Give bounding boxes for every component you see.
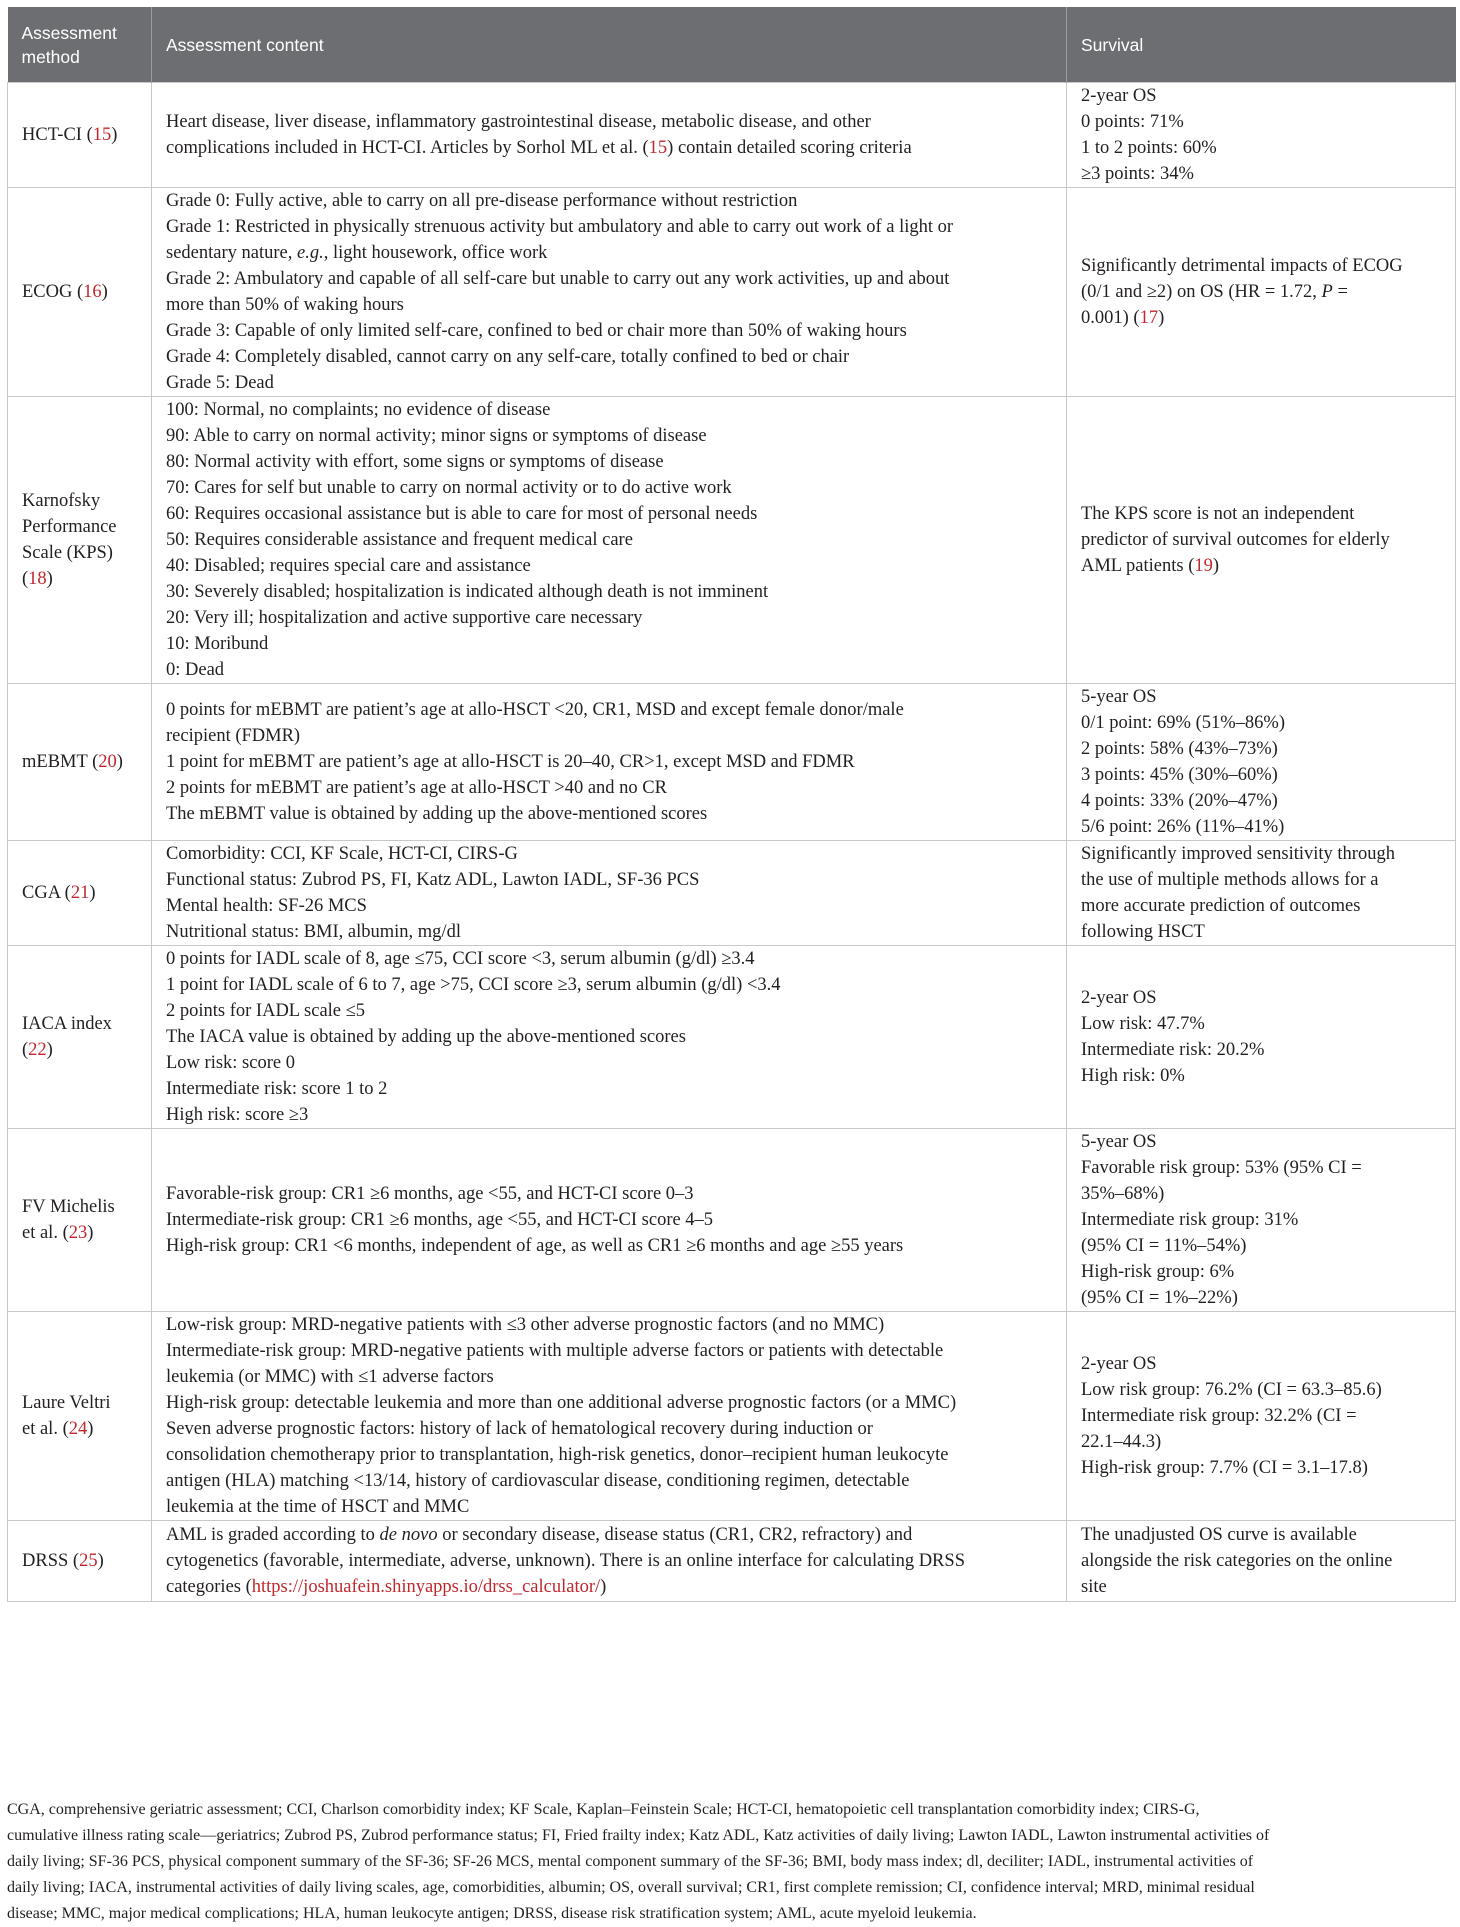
- method-line: et al. (24): [22, 1419, 94, 1439]
- survival-line: AML patients (19): [1081, 556, 1220, 576]
- survival-line: 0 points: 71%: [1081, 112, 1184, 132]
- content-line: High risk: score ≥3: [166, 1105, 309, 1125]
- survival-line: Intermediate risk group: 32.2% (CI =: [1081, 1406, 1357, 1426]
- survival-line: site: [1081, 1577, 1107, 1597]
- survival-line: High-risk group: 7.7% (CI = 3.1–17.8): [1081, 1458, 1368, 1478]
- content-line: 80: Normal activity with effort, some signs or symptoms of disease: [166, 452, 664, 472]
- content-line: The IACA value is obtained by adding up the above-mentioned scores: [166, 1027, 686, 1047]
- content-line: consolidation chemotherapy prior to transplantation, high-risk genetics, donor–recipient human leukocyte: [166, 1445, 949, 1465]
- content-line: Grade 2: Ambulatory and capable of all self-care but unable to carry out any work activities, up and about: [166, 269, 950, 289]
- survival-line: more accurate prediction of outcomes: [1081, 896, 1361, 916]
- table-row: [8, 188, 1456, 397]
- survival-line: Significantly improved sensitivity through: [1081, 844, 1395, 864]
- header-assessment-method: [8, 7, 152, 83]
- table-row: [8, 1312, 1456, 1521]
- survival-line: 1 to 2 points: 60%: [1081, 138, 1217, 158]
- content-line: Heart disease, liver disease, inflammatory gastrointestinal disease, metabolic disease, and other: [166, 112, 871, 132]
- content-line: Grade 3: Capable of only limited self-care, confined to bed or chair more than 50% of waking hours: [166, 321, 907, 341]
- content-line: Functional status: Zubrod PS, FI, Katz ADL, Lawton IADL, SF-36 PCS: [166, 870, 700, 890]
- content-line: 20: Very ill; hospitalization and active supportive care necessary: [166, 608, 643, 628]
- reference-link: 22: [28, 1040, 47, 1060]
- reference-link: 15: [648, 138, 668, 158]
- method-line: Performance: [22, 517, 117, 537]
- content-line: Mental health: SF-26 MCS: [166, 896, 367, 916]
- survival-cell: [1067, 841, 1456, 946]
- assessment-content-cell: [152, 83, 1067, 188]
- survival-line: 35%–68%): [1081, 1184, 1165, 1204]
- survival-line: Intermediate risk: 20.2%: [1081, 1040, 1265, 1060]
- content-line: The mEBMT value is obtained by adding up the above-mentioned scores: [166, 804, 708, 824]
- survival-line: following HSCT: [1081, 922, 1205, 942]
- content-line: leukemia (or MMC) with ≤1 adverse factors: [166, 1367, 494, 1387]
- survival-line: Intermediate risk group: 31%: [1081, 1210, 1299, 1230]
- content-line: 40: Disabled; requires special care and assistance: [166, 556, 531, 576]
- survival-line: Low risk: 47.7%: [1081, 1014, 1205, 1034]
- assessment-table: [7, 7, 1456, 1602]
- survival-cell: [1067, 946, 1456, 1129]
- content-line: 1 point for mEBMT are patient’s age at allo-HSCT is 20–40, CR>1, except MSD and FDMR: [166, 752, 855, 772]
- assessment-method-cell: [8, 1521, 152, 1602]
- assessment-method-cell: [8, 684, 152, 841]
- content-line: Intermediate-risk group: CR1 ≥6 months, age <55, and HCT-CI score 4–5: [166, 1210, 714, 1230]
- table-row: [8, 684, 1456, 841]
- survival-line: 2-year OS: [1081, 1354, 1157, 1374]
- survival-line: ≥3 points: 34%: [1081, 164, 1194, 184]
- italic-text: P: [1321, 282, 1333, 302]
- survival-line: 0/1 point: 69% (51%–86%): [1081, 713, 1285, 733]
- content-line: Grade 5: Dead: [166, 373, 274, 393]
- survival-line: (95% CI = 11%–54%): [1081, 1236, 1247, 1256]
- survival-line: 2 points: 58% (43%–73%): [1081, 739, 1278, 759]
- survival-line: (95% CI = 1%–22%): [1081, 1288, 1238, 1308]
- italic-text: e.g.: [296, 243, 324, 263]
- survival-cell: [1067, 83, 1456, 188]
- content-line: 0 points for IADL scale of 8, age ≤75, CCI score <3, serum albumin (g/dl) ≥3.4: [166, 949, 755, 969]
- table-row: [8, 1521, 1456, 1602]
- content-line: complications included in HCT-CI. Articles by Sorhol ML et al. (15) contain detailed scoring criteria: [166, 138, 912, 158]
- survival-line: Favorable risk group: 53% (95% CI =: [1081, 1158, 1362, 1178]
- content-line: 50: Requires considerable assistance and frequent medical care: [166, 530, 633, 550]
- assessment-content-cell: [152, 684, 1067, 841]
- survival-line: 5-year OS: [1081, 1132, 1157, 1152]
- assessment-content-cell: [152, 946, 1067, 1129]
- content-line: more than 50% of waking hours: [166, 295, 404, 315]
- survival-line: 5-year OS: [1081, 687, 1157, 707]
- survival-line: The unadjusted OS curve is available: [1081, 1525, 1357, 1545]
- reference-link: 15: [92, 125, 112, 145]
- assessment-method-cell: [8, 188, 152, 397]
- content-line: Nutritional status: BMI, albumin, mg/dl: [166, 922, 461, 942]
- content-line: 1 point for IADL scale of 6 to 7, age >75, CCI score ≥3, serum albumin (g/dl) <3.4: [166, 975, 781, 995]
- survival-line: 22.1–44.3): [1081, 1432, 1162, 1452]
- content-line: Low risk: score 0: [166, 1053, 295, 1073]
- content-line: AML is graded according to de novo or secondary disease, disease status (CR1, CR2, refractory) and: [166, 1525, 913, 1545]
- method-line: HCT-CI (15): [22, 125, 118, 145]
- content-line: 60: Requires occasional assistance but is able to care for most of personal needs: [166, 504, 758, 524]
- content-line: 30: Severely disabled; hospitalization is indicated although death is not imminent: [166, 582, 769, 602]
- content-line: Grade 1: Restricted in physically strenuous activity but ambulatory and able to carry out work of a light or: [166, 217, 954, 237]
- reference-link: 23: [68, 1223, 88, 1243]
- content-line: antigen (HLA) matching <13/14, history of cardiovascular disease, conditioning regimen, detectable: [166, 1471, 910, 1491]
- method-line: ECOG (16): [22, 282, 108, 302]
- reference-link: 17: [1139, 308, 1159, 328]
- survival-line: Low risk group: 76.2% (CI = 63.3–85.6): [1081, 1380, 1382, 1400]
- content-line: Intermediate risk: score 1 to 2: [166, 1079, 388, 1099]
- content-line: High-risk group: CR1 <6 months, independent of age, as well as CR1 ≥6 months and age ≥55 years: [166, 1236, 904, 1256]
- reference-link: 20: [98, 752, 117, 772]
- content-line: 90: Able to carry on normal activity; minor signs or symptoms of disease: [166, 426, 707, 446]
- assessment-content-cell: [152, 188, 1067, 397]
- table-row: [8, 841, 1456, 946]
- survival-cell: [1067, 1129, 1456, 1312]
- method-line: IACA index: [22, 1014, 112, 1034]
- assessment-content-cell: [152, 397, 1067, 684]
- survival-line: The KPS score is not an independent: [1081, 504, 1355, 524]
- content-line: Seven adverse prognostic factors: history of lack of hematological recovery during induction or: [166, 1419, 873, 1439]
- survival-cell: [1067, 684, 1456, 841]
- content-line: 70: Cares for self but unable to carry on normal activity or to do active work: [166, 478, 732, 498]
- method-line: Karnofsky: [22, 491, 101, 511]
- footnote-line: disease; MMC, major medical complications; HLA, human leukocyte antigen; DRSS, disease risk stratification system; AML, acute myeloid leukemia.: [7, 1905, 977, 1922]
- header-survival: Survival: [1067, 7, 1456, 83]
- survival-cell: [1067, 188, 1456, 397]
- survival-line: (0/1 and ≥2) on OS (HR = 1.72, P =: [1081, 282, 1348, 302]
- method-line: DRSS (25): [22, 1551, 104, 1571]
- survival-line: 2-year OS: [1081, 86, 1157, 106]
- assessment-content-cell: [152, 841, 1067, 946]
- content-line: Intermediate-risk group: MRD-negative patients with multiple adverse factors or patients with detectable: [166, 1341, 944, 1361]
- method-line: (18): [22, 569, 53, 589]
- reference-link: 16: [83, 282, 102, 302]
- table-container: [7, 7, 1455, 1602]
- content-line: Grade 4: Completely disabled, cannot carry on any self-care, totally confined to bed or chair: [166, 347, 850, 367]
- header-line: Assessment: [21, 22, 117, 43]
- survival-line: 4 points: 33% (20%–47%): [1081, 791, 1278, 811]
- content-line: 2 points for mEBMT are patient’s age at allo-HSCT >40 and no CR: [166, 778, 667, 798]
- assessment-method-cell: [8, 841, 152, 946]
- table-row: [8, 83, 1456, 188]
- content-line: Favorable-risk group: CR1 ≥6 months, age <55, and HCT-CI score 0–3: [166, 1184, 694, 1204]
- assessment-method-cell: [8, 946, 152, 1129]
- survival-line: High risk: 0%: [1081, 1066, 1185, 1086]
- content-line: 2 points for IADL scale ≤5: [166, 1001, 366, 1021]
- survival-cell: [1067, 1312, 1456, 1521]
- assessment-method-cell: [8, 1129, 152, 1312]
- survival-line: High-risk group: 6%: [1081, 1262, 1235, 1282]
- footnote-line: daily living; IACA, instrumental activities of daily living scales, age, comorbidities, albumin; OS, overall survival; CR1, first complete remission; CI, confidence interval; MRD, minimal residual: [7, 1879, 1255, 1896]
- method-line: Laure Veltri: [22, 1393, 111, 1413]
- table-footnote: [7, 1797, 1455, 1927]
- table-row: [8, 1129, 1456, 1312]
- assessment-method-cell: [8, 1312, 152, 1521]
- content-line: sedentary nature, e.g., light housework, office work: [166, 243, 548, 263]
- assessment-content-cell: [152, 1521, 1067, 1602]
- content-line: categories (https://joshuafein.shinyapps.io/drss_calculator/): [166, 1577, 607, 1597]
- survival-line: 2-year OS: [1081, 988, 1157, 1008]
- method-line: CGA (21): [22, 883, 96, 903]
- footnote-line: CGA, comprehensive geriatric assessment; CCI, Charlson comorbidity index; KF Scale, Kaplan–Feinstein Scale; HCT-CI, hematopoietic cell transplantation comorbidity index; CIRS-G,: [7, 1801, 1200, 1818]
- table-row: [8, 946, 1456, 1129]
- footnote-line: cumulative illness rating scale—geriatrics; Zubrod PS, Zubrod performance status; FI, Fried frailty index; Katz ADL, Katz activities of daily living; Lawton IADL, Lawton instrumental activities of: [7, 1827, 1270, 1844]
- content-line: leukemia at the time of HSCT and MMC: [166, 1497, 470, 1517]
- content-line: Low-risk group: MRD-negative patients with ≤3 other adverse prognostic factors (and no MMC): [166, 1315, 885, 1335]
- italic-text: de novo: [379, 1525, 438, 1545]
- assessment-method-cell: [8, 397, 152, 684]
- content-line: Grade 0: Fully active, able to carry on all pre-disease performance without restriction: [166, 191, 798, 211]
- table-header-row: [8, 7, 1456, 83]
- method-line: mEBMT (20): [22, 752, 123, 772]
- content-line: 0 points for mEBMT are patient’s age at allo-HSCT <20, CR1, MSD and except female donor/male: [166, 700, 904, 720]
- reference-link: 21: [70, 883, 90, 903]
- method-line: (22): [22, 1040, 53, 1060]
- survival-line: 0.001) (17): [1081, 308, 1165, 328]
- assessment-content-cell: [152, 1312, 1067, 1521]
- content-line: 10: Moribund: [166, 634, 269, 654]
- reference-link: 19: [1194, 556, 1213, 576]
- survival-cell: [1067, 1521, 1456, 1602]
- content-line: cytogenetics (favorable, intermediate, adverse, unknown). There is an online interface for calculating DRSS: [166, 1551, 965, 1571]
- content-line: recipient (FDMR): [166, 726, 301, 746]
- content-line: 0: Dead: [166, 660, 225, 680]
- method-line: Scale (KPS): [22, 543, 113, 563]
- survival-line: 3 points: 45% (30%–60%): [1081, 765, 1278, 785]
- reference-link: 18: [28, 569, 47, 589]
- survival-line: 5/6 point: 26% (11%–41%): [1081, 817, 1285, 837]
- method-line: FV Michelis: [22, 1197, 115, 1217]
- table-row: [8, 397, 1456, 684]
- survival-line: the use of multiple methods allows for a: [1081, 870, 1379, 890]
- assessment-content-cell: [152, 1129, 1067, 1312]
- survival-cell: [1067, 397, 1456, 684]
- assessment-method-cell: [8, 83, 152, 188]
- footnote-line: daily living; SF-36 PCS, physical component summary of the SF-36; SF-26 MCS, mental component summary of the SF-36; BMI, body mass index; dl, deciliter; IADL, instrumental activities of: [7, 1853, 1254, 1870]
- content-line: 100: Normal, no complaints; no evidence of disease: [166, 400, 551, 420]
- reference-link: 25: [79, 1551, 98, 1571]
- external-link[interactable]: https://joshuafein.shinyapps.io/drss_calculator/: [251, 1577, 601, 1597]
- content-line: High-risk group: detectable leukemia and more than one additional adverse prognostic factors (or a MMC): [166, 1393, 957, 1413]
- header-assessment-content: Assessment content: [152, 7, 1067, 83]
- content-line: Comorbidity: CCI, KF Scale, HCT-CI, CIRS-G: [166, 844, 518, 864]
- survival-line: alongside the risk categories on the online: [1081, 1551, 1393, 1571]
- survival-line: Significantly detrimental impacts of ECOG: [1081, 256, 1403, 276]
- reference-link: 24: [68, 1419, 88, 1439]
- method-line: et al. (23): [22, 1223, 94, 1243]
- header-line: method: [21, 46, 80, 67]
- survival-line: predictor of survival outcomes for elderly: [1081, 530, 1390, 550]
